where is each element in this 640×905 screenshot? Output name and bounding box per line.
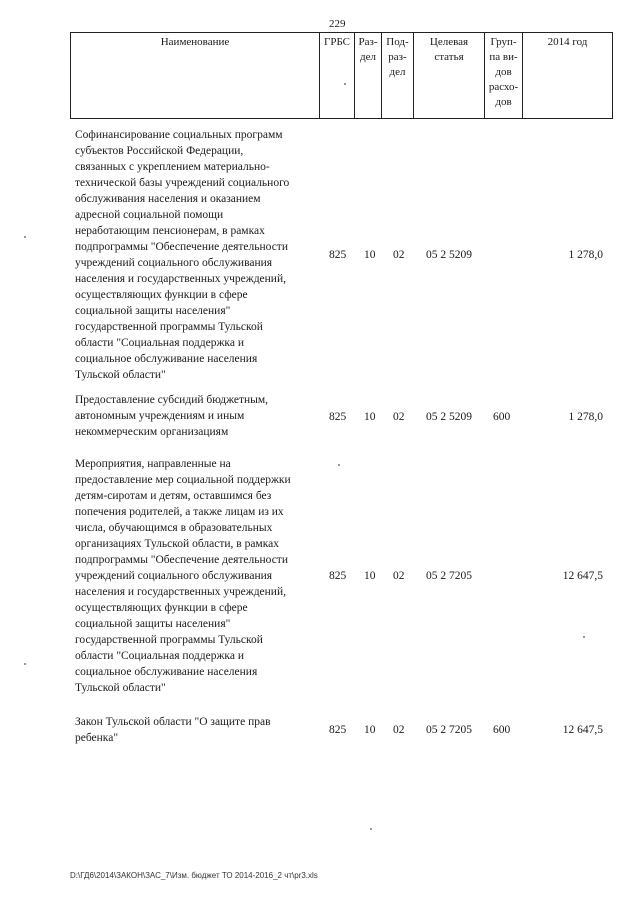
row-grbs: 825 <box>329 249 347 261</box>
header-razdel-line: Раз- <box>358 36 378 48</box>
row-amount: 12 647,5 <box>562 570 603 582</box>
header-podrazdel-line: раз- <box>388 51 407 63</box>
footer-file-path: D:\ГД6\2014\ЗАКОН\ЗАС_7\Изм. бюджет ТО 2014-2016_2 чт\pr3.xls <box>70 871 318 880</box>
header-group-line: расхо- <box>488 81 519 93</box>
row-razdel: 10 <box>364 249 376 261</box>
table-row <box>75 714 615 754</box>
scan-speck <box>583 636 585 638</box>
header-group-line: дов <box>495 96 512 108</box>
header-target-line: статья <box>434 51 464 63</box>
page-number: 229 <box>329 18 346 30</box>
row-target: 05 2 7205 <box>426 570 472 582</box>
header-group-line: Груп- <box>490 36 517 48</box>
row-podrazdel: 02 <box>393 570 405 582</box>
header-year: 2014 год <box>547 36 588 48</box>
row-razdel: 10 <box>364 411 376 423</box>
scan-speck <box>370 828 372 830</box>
header-name: Наименование <box>160 36 230 48</box>
table-row <box>75 456 615 716</box>
header-razdel <box>355 35 381 65</box>
row-name: Софинансирование социальных программ субъектов Российской Федерации, связанных с укреплением материально- технической базы учреждений социального обслуживания населения и оказанием адресной социальной помощи неработающим пенсионерам, в рамках подпрограммы "Обеспечение деятельности учреждений социального обслуживания населения и государственных учреждений, осуществляющих функции в сфере социальной защиты населения" государственной программы Тульской области "Социальная поддержка и социальное обслуживание населения Тульской области" <box>75 129 290 381</box>
scan-speck <box>344 83 346 85</box>
table-row <box>75 392 615 442</box>
row-amount: 1 278,0 <box>568 411 603 423</box>
scan-speck <box>338 464 340 466</box>
row-name: Мероприятия, направленные на предоставление мер социальной поддержки детям-сиротам и детям, оставшимся без попечения родителей, а также лицам из их числа, обучающимся в образовательных организациях Тульской области, в рамках подпрограммы "Обеспечение деятельности учреждений социального обслуживания населения и государственных учреждений, осуществляющих функции в сфере социальной защиты населения" государственной программы Тульской области "Социальная поддержка и социальное обслуживание населения Тульской области" <box>75 458 291 694</box>
row-grbs: 825 <box>329 724 347 736</box>
row-razdel: 10 <box>364 724 376 736</box>
row-target: 05 2 5209 <box>426 411 472 423</box>
header-podrazdel <box>382 35 413 80</box>
scan-speck <box>24 663 26 665</box>
header-podrazdel-line: Под- <box>386 36 409 48</box>
header-target <box>414 35 484 65</box>
row-group: 600 <box>493 411 511 423</box>
row-group: 600 <box>493 724 511 736</box>
header-target-line: Целевая <box>429 36 469 48</box>
table-row <box>75 127 615 387</box>
row-name: Закон Тульской области "О защите прав ребенка" <box>75 716 271 744</box>
row-podrazdel: 02 <box>393 724 405 736</box>
header-razdel-line: дел <box>360 51 376 63</box>
header-divider <box>612 32 613 119</box>
row-amount: 12 647,5 <box>562 724 603 736</box>
header-group-line: дов <box>495 66 512 78</box>
row-podrazdel: 02 <box>393 249 405 261</box>
row-amount: 1 278,0 <box>568 249 603 261</box>
row-grbs: 825 <box>329 411 347 423</box>
header-bottom-border <box>70 118 613 119</box>
header-group <box>485 35 522 110</box>
header-group-line: па ви- <box>489 51 518 63</box>
row-razdel: 10 <box>364 570 376 582</box>
row-name: Предоставление субсидий бюджетным, автономным учреждениям и иным некоммерческим организациям <box>75 394 269 438</box>
row-grbs: 825 <box>329 570 347 582</box>
scan-speck <box>24 236 26 238</box>
row-podrazdel: 02 <box>393 411 405 423</box>
row-target: 05 2 7205 <box>426 724 472 736</box>
header-podrazdel-line: дел <box>389 66 406 78</box>
row-target: 05 2 5209 <box>426 249 472 261</box>
header-grbs: ГРБС <box>323 36 351 48</box>
header-top-border <box>70 32 613 33</box>
